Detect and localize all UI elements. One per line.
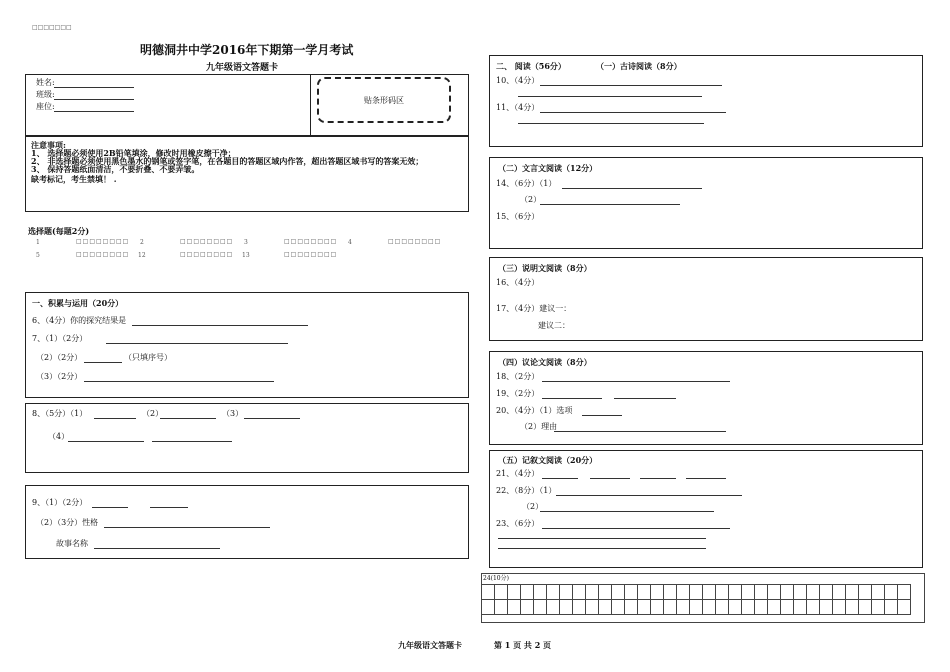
- q11-label: 11、（4分）: [496, 103, 540, 112]
- q14-2-label: （2）: [520, 195, 542, 204]
- choice-num-13: 13: [242, 252, 250, 259]
- q8-1-answer-line[interactable]: [94, 418, 136, 419]
- q20-label: 20、（4分）（1）选项: [496, 406, 573, 415]
- q6-answer-line[interactable]: [132, 325, 308, 326]
- q20-2-label: （2）理由: [520, 422, 558, 431]
- class-line[interactable]: [54, 99, 134, 100]
- choice-bubbles-13[interactable]: □□□□□□□□: [284, 251, 338, 258]
- q22-2-label: （2）: [522, 502, 544, 511]
- q9-3-answer-line[interactable]: [94, 548, 220, 549]
- notes-item-1: 1、 选择题必须使用2B铅笔填涂，修改时用橡皮擦干净；: [31, 148, 236, 158]
- class-label: 班级:: [36, 90, 55, 99]
- wenyan-heading: （二）文言文阅读（12分）: [498, 163, 598, 173]
- q7-1-answer-line[interactable]: [106, 343, 288, 344]
- q6-label: 6、（4分）你的探究结果是: [32, 316, 127, 325]
- q21-label: 21、（4分）: [496, 469, 540, 478]
- q21-answer-line-d[interactable]: [686, 478, 726, 479]
- q19-label: 19、（2分）: [496, 389, 540, 398]
- q21-answer-line-c[interactable]: [640, 478, 676, 479]
- choice-num-2: 2: [140, 239, 144, 246]
- q11-answer-line-2[interactable]: [518, 123, 704, 124]
- header-small-text: □□□□□□□: [32, 24, 72, 31]
- q8-3-label: （3）: [222, 409, 244, 418]
- q18-answer-line[interactable]: [542, 381, 730, 382]
- q9-box: [25, 485, 469, 559]
- q18-label: 18、（2分）: [496, 372, 540, 381]
- notes-heading: 注意事项:: [31, 140, 66, 150]
- q17-label: 17、（4分）建议一：: [496, 304, 572, 313]
- choice-num-12: 12: [138, 252, 146, 259]
- q9-1-answer-line-a[interactable]: [92, 507, 128, 508]
- q23-answer-line-1[interactable]: [542, 528, 730, 529]
- q8-4-answer-line-a[interactable]: [68, 441, 144, 442]
- choice-bubbles-3[interactable]: □□□□□□□□: [284, 238, 338, 245]
- q22-1-answer-line[interactable]: [556, 495, 742, 496]
- jixu-heading: （五）记叙文阅读（20分）: [498, 455, 598, 465]
- q8-label: 8、（5分）（1）: [32, 409, 88, 418]
- choice-num-3: 3: [244, 239, 248, 246]
- info-divider: [310, 75, 311, 136]
- q14-2-answer-line[interactable]: [540, 204, 680, 205]
- q7-2-hint: （只填序号）: [124, 353, 172, 362]
- notes-item-3: 3、 保持答题纸面清洁，不要折叠、不要弄皱。: [31, 164, 200, 174]
- student-info-box: [25, 74, 469, 136]
- shuoming-box: [489, 257, 923, 341]
- q19-answer-line-a[interactable]: [542, 398, 602, 399]
- yilun-box: [489, 351, 923, 445]
- barcode-label: 贴条形码区: [364, 96, 404, 105]
- q9-2-label: （2）（3分）性格: [36, 518, 99, 527]
- choice-heading: 选择题(每题2分): [28, 226, 90, 236]
- school-title: 明德洞井中学2016年下期第一学月考试: [140, 43, 354, 57]
- q7-2-label: （2）（2分）: [36, 353, 83, 362]
- q9-3-label: 故事名称: [56, 539, 88, 548]
- essay-grid-row-2: [482, 600, 911, 615]
- name-line[interactable]: [54, 87, 134, 88]
- q7-3-label: （3）（2分）: [36, 372, 83, 381]
- section-2-box: [489, 55, 923, 147]
- q9-1-answer-line-b[interactable]: [150, 507, 188, 508]
- section-1-box: [25, 292, 469, 398]
- jixu-box: [489, 450, 923, 568]
- section-1-heading: 一、积累与运用（20分）: [32, 298, 124, 308]
- choice-bubbles-4[interactable]: □□□□□□□□: [388, 238, 442, 245]
- wenyan-box: [489, 157, 923, 249]
- q8-4-label: （4）: [48, 432, 70, 441]
- essay-grid-row-1: [482, 585, 911, 600]
- q23-answer-line-2[interactable]: [498, 538, 706, 539]
- name-label: 姓名:: [36, 78, 55, 87]
- q11-answer-line-1[interactable]: [540, 112, 726, 113]
- notes-box: [25, 136, 469, 212]
- q15-label: 15、（6分）: [496, 212, 540, 221]
- q8-box: [25, 403, 469, 473]
- yilun-heading: （四）议论文阅读（8分）: [498, 357, 592, 367]
- notes-item-2: 2、 非选择题必须使用黑色墨水的钢笔或签字笔，在各题目的答题区域内作答，超出答题区域书写的答案无效；: [31, 156, 424, 166]
- seat-label: 座位:: [36, 102, 55, 111]
- q7-2-answer-line[interactable]: [84, 362, 122, 363]
- q7-label: 7、（1）（2分）: [32, 334, 88, 343]
- choice-bubbles-5[interactable]: □□□□□□□□: [76, 251, 130, 258]
- q22-label: 22、（8分）（1）: [496, 486, 557, 495]
- choice-num-4: 4: [348, 239, 352, 246]
- q8-3-answer-line[interactable]: [244, 418, 300, 419]
- q20-1-answer-line[interactable]: [582, 415, 622, 416]
- essay-label: 24(10分): [483, 575, 509, 582]
- shuoming-heading: （三）说明文阅读（8分）: [498, 263, 592, 273]
- q19-answer-line-b[interactable]: [614, 398, 676, 399]
- q8-2-answer-line[interactable]: [160, 418, 216, 419]
- choice-num-1: 1: [36, 239, 40, 246]
- footer-title: 九年级语文答题卡: [398, 640, 462, 650]
- choice-bubbles-1[interactable]: □□□□□□□□: [76, 238, 130, 245]
- q20-2-answer-line[interactable]: [554, 431, 726, 432]
- q23-answer-line-3[interactable]: [498, 548, 706, 549]
- q10-answer-line-2[interactable]: [518, 96, 702, 97]
- q10-answer-line-1[interactable]: [540, 85, 722, 86]
- q10-label: 10、（4分）: [496, 76, 540, 85]
- choice-bubbles-12[interactable]: □□□□□□□□: [180, 251, 234, 258]
- essay-grid[interactable]: [481, 584, 911, 615]
- q23-label: 23、（6分）: [496, 519, 540, 528]
- page-number: 第 1 页 共 2 页: [494, 640, 552, 650]
- seat-line[interactable]: [54, 111, 134, 112]
- choice-bubbles-2[interactable]: □□□□□□□□: [180, 238, 234, 245]
- q8-4-answer-line-b[interactable]: [152, 441, 232, 442]
- q16-label: 16、（4分）: [496, 278, 540, 287]
- q9-2-answer-line[interactable]: [104, 527, 270, 528]
- poetry-heading: （一）古诗阅读（8分）: [596, 61, 682, 71]
- absent-mark-note: 缺考标记，考生禁填！ .: [31, 174, 117, 184]
- q21-answer-line-a[interactable]: [542, 478, 578, 479]
- q22-2-answer-line[interactable]: [540, 511, 714, 512]
- q14-1-answer-line[interactable]: [562, 188, 702, 189]
- choice-num-5: 5: [36, 252, 40, 259]
- q21-answer-line-b[interactable]: [590, 478, 630, 479]
- section-2-heading: 二、 阅读（56分）: [496, 61, 566, 71]
- q17-suggestion-2-label: 建议二：: [538, 321, 570, 330]
- card-title: 九年级语文答题卡: [206, 63, 279, 73]
- q7-3-answer-line[interactable]: [84, 381, 274, 382]
- q14-label: 14、（6分）（1）: [496, 179, 557, 188]
- q9-label: 9、（1）（2分）: [32, 498, 88, 507]
- q8-2-label: （2）: [142, 409, 164, 418]
